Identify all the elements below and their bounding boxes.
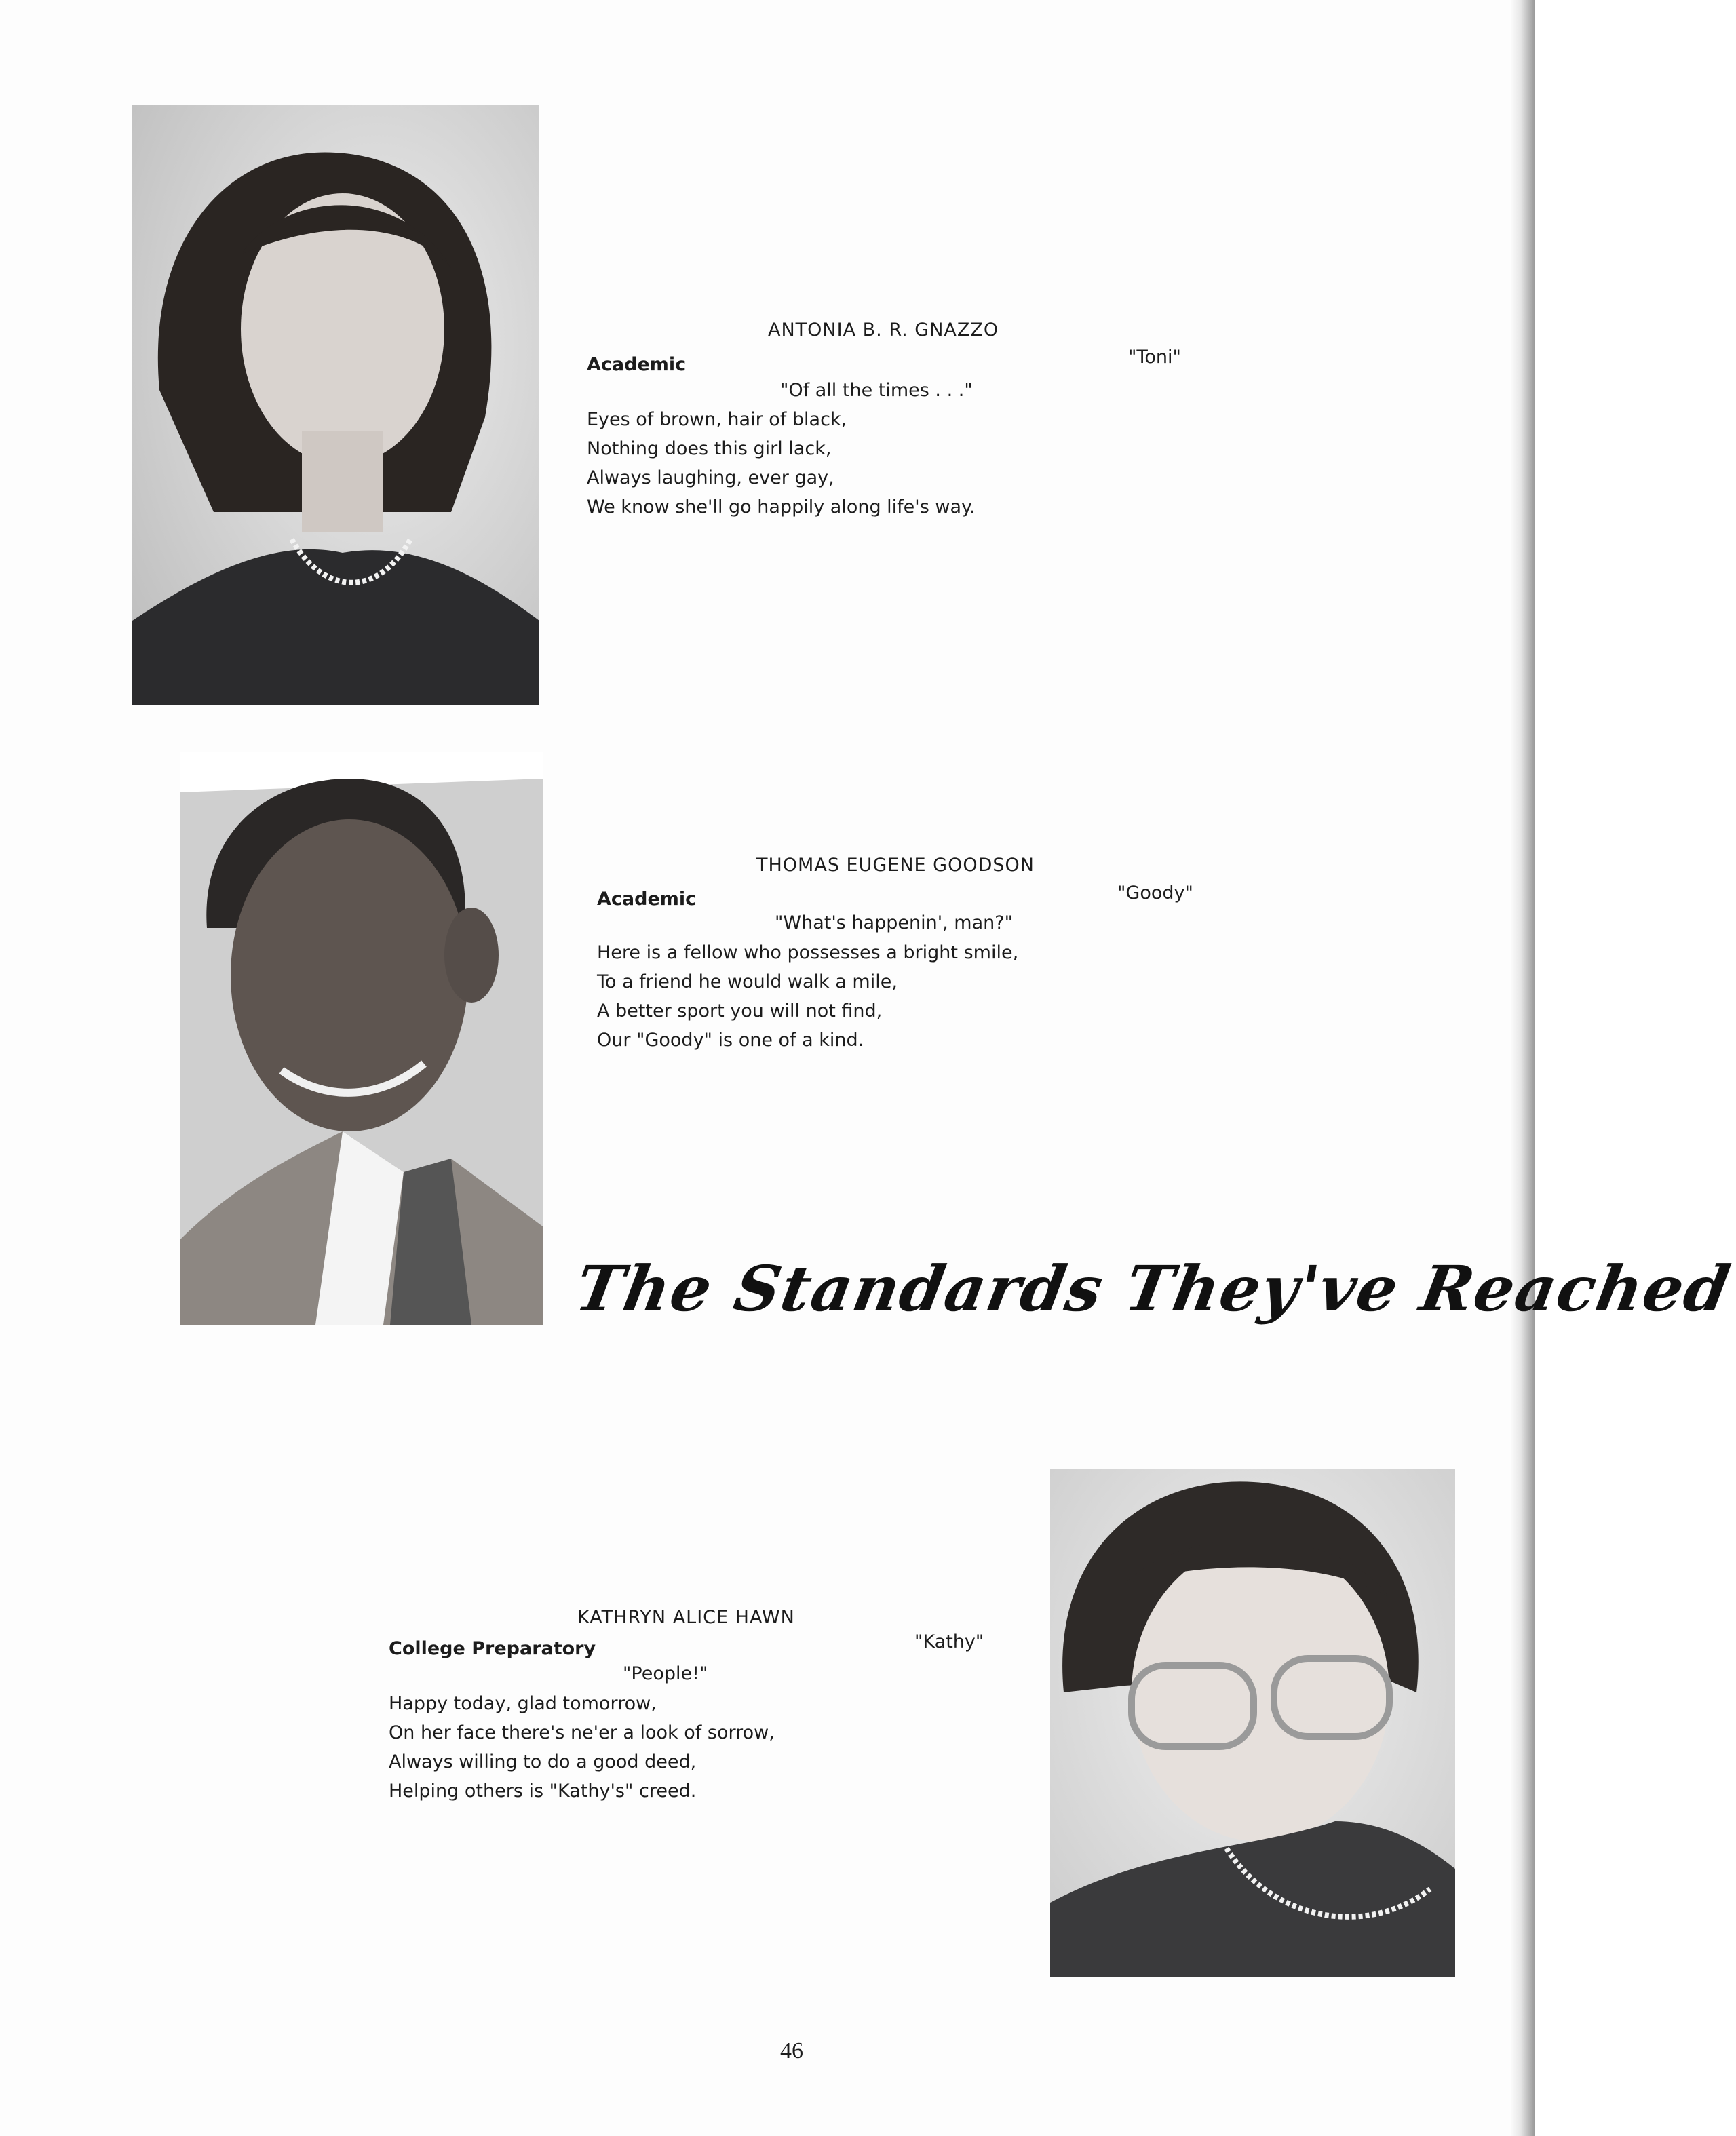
senior-course: Academic xyxy=(597,889,697,910)
senior-course: Academic xyxy=(587,354,687,375)
senior-name: ANTONIA B. R. GNAZZO xyxy=(768,319,999,341)
senior-quote: "Of all the times . . ." xyxy=(780,380,973,401)
verse-line: Nothing does this girl lack, xyxy=(587,438,832,459)
verse-line: A better sport you will not find, xyxy=(597,1001,883,1022)
senior-name: KATHRYN ALICE HAWN xyxy=(577,1607,795,1628)
senior-nickname: "Kathy" xyxy=(914,1631,984,1652)
senior-nickname: "Goody" xyxy=(1117,882,1193,904)
verse-line: To a friend he would walk a mile, xyxy=(597,971,898,992)
verse-line: Our "Goody" is one of a kind. xyxy=(597,1030,864,1051)
verse-line: Always willing to do a good deed, xyxy=(389,1751,697,1772)
verse-line: Always laughing, ever gay, xyxy=(587,467,834,488)
verse-line: Helping others is "Kathy's" creed. xyxy=(389,1781,697,1802)
senior-nickname: "Toni" xyxy=(1128,347,1181,368)
senior-verse xyxy=(587,405,976,522)
senior-verse xyxy=(597,938,1018,1055)
senior-verse xyxy=(389,1689,775,1806)
portrait-photo-goodson xyxy=(180,752,543,1325)
page-binding-edge xyxy=(1511,0,1535,2136)
senior-quote: "What's happenin', man?" xyxy=(775,912,1013,933)
page-number: 46 xyxy=(780,2038,803,2063)
portrait-photo-gnazzo xyxy=(132,105,539,705)
page-headline: The Standards They've Reached xyxy=(570,1252,1736,1325)
senior-course: College Preparatory xyxy=(389,1638,596,1659)
verse-line: Happy today, glad tomorrow, xyxy=(389,1693,657,1714)
portrait-photo-hawn xyxy=(1050,1469,1455,1977)
verse-line: We know she'll go happily along life's way. xyxy=(587,497,976,518)
senior-quote: "People!" xyxy=(623,1663,708,1684)
verse-line: On her face there's ne'er a look of sorrow, xyxy=(389,1722,775,1743)
verse-line: Here is a fellow who possesses a bright smile, xyxy=(597,942,1019,963)
senior-name: THOMAS EUGENE GOODSON xyxy=(756,855,1035,876)
verse-line: Eyes of brown, hair of black, xyxy=(587,409,847,430)
